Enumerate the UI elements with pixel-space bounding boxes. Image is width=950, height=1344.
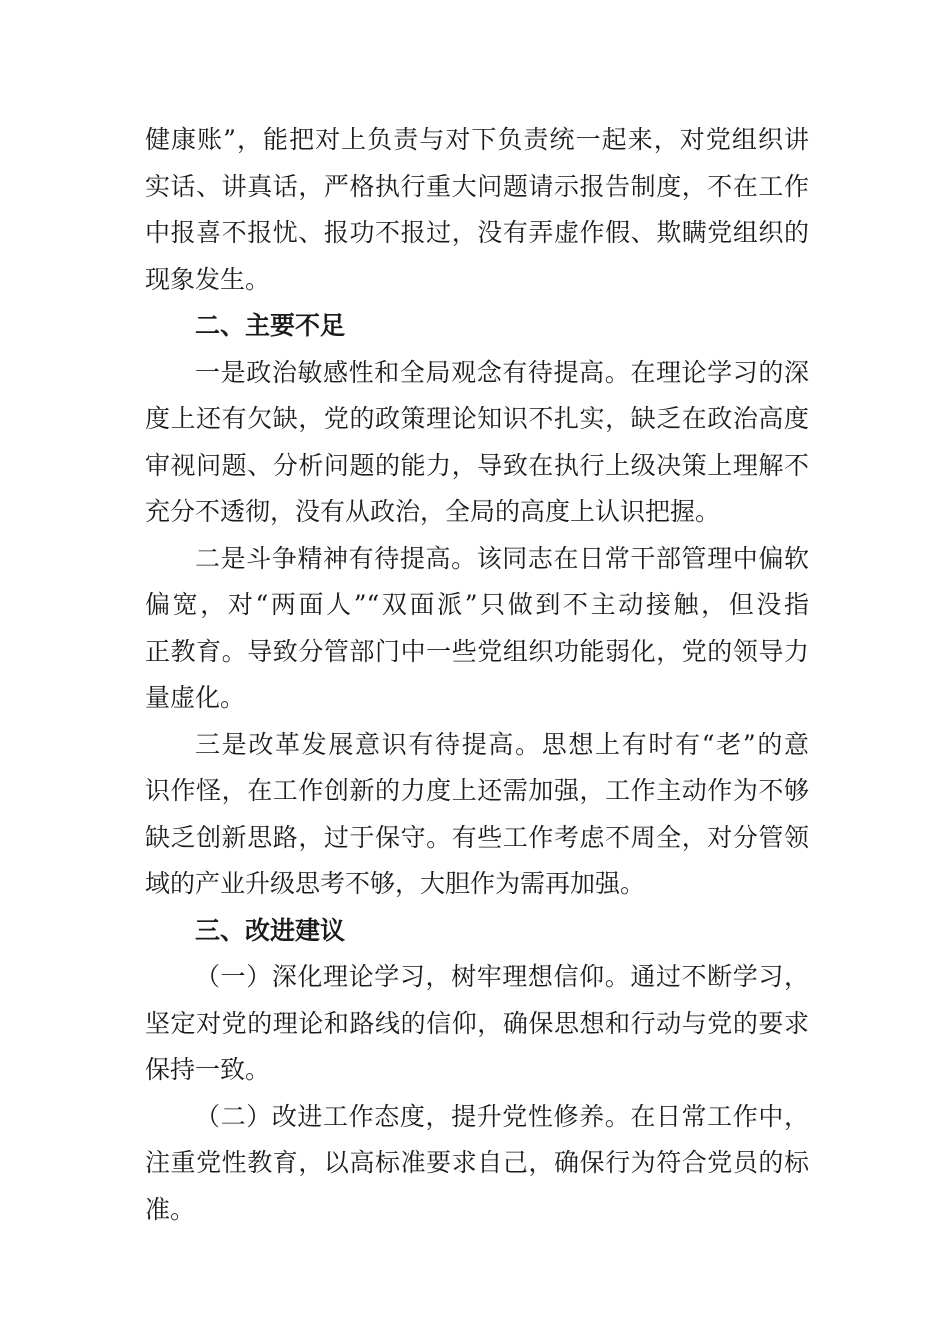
paragraph-line: 三是改革发展意识有待提高。思想上有时有“老”的意 xyxy=(195,729,809,759)
paragraph-line: 健康账”，能把对上负责与对下负责统一起来，对党组织讲 xyxy=(145,125,809,154)
paragraph-line: 实话、讲真话，严格执行重大问题请示报告制度，不在工作 xyxy=(145,171,809,201)
paragraph-line: 正教育。导致分管部门中一些党组织功能弱化，党的领导力 xyxy=(145,636,809,666)
paragraph-line: 审视问题、分析问题的能力，导致在执行上级决策上理解不 xyxy=(145,450,809,480)
paragraph-line: 保持一致。 xyxy=(145,1055,271,1084)
paragraph-line: 准。 xyxy=(145,1194,196,1224)
paragraph-line: 二是斗争精神有待提高。该同志在日常干部管理中偏软 xyxy=(195,543,809,573)
paragraph-line: 域的产业升级思考不够，大胆作为需再加强。 xyxy=(145,869,646,898)
paragraph-line: 量虚化。 xyxy=(145,683,246,712)
paragraph-line: 缺乏创新思路，过于保守。有些工作考虑不周全，对分管领 xyxy=(145,822,809,852)
paragraph-line: 充分不透彻，没有从政治，全局的高度上认识把握。 xyxy=(145,497,721,526)
paragraph-line: 偏宽，对“两面人”“双面派”只做到不主动接触，但没指 xyxy=(145,590,809,619)
paragraph-line: 识作怪，在工作创新的力度上还需加强，工作主动作为不够 xyxy=(145,776,809,805)
paragraph-line: 度上还有欠缺，党的政策理论知识不扎实，缺乏在政治高度 xyxy=(145,404,809,433)
paragraph-line: 注重党性教育，以高标准要求自己，确保行为符合党员的标 xyxy=(145,1148,809,1177)
section-heading-suggestions: 三、改进建议 xyxy=(195,915,346,945)
section-heading-shortcomings: 二、主要不足 xyxy=(195,311,346,340)
paragraph-line: 现象发生。 xyxy=(145,264,271,294)
document-body xyxy=(145,117,809,1233)
paragraph-line: 坚定对党的理论和路线的信仰，确保思想和行动与党的要求 xyxy=(145,1008,809,1038)
paragraph-line: 中报喜不报忧、报功不报过，没有弄虚作假、欺瞒党组织的 xyxy=(145,218,809,247)
paragraph-line: （二）改进工作态度，提升党性修养。在日常工作中， xyxy=(195,1101,809,1131)
paragraph-line: （一）深化理论学习，树牢理想信仰。通过不断学习， xyxy=(195,962,809,991)
paragraph-line: 一是政治敏感性和全局观念有待提高。在理论学习的深 xyxy=(195,357,809,387)
